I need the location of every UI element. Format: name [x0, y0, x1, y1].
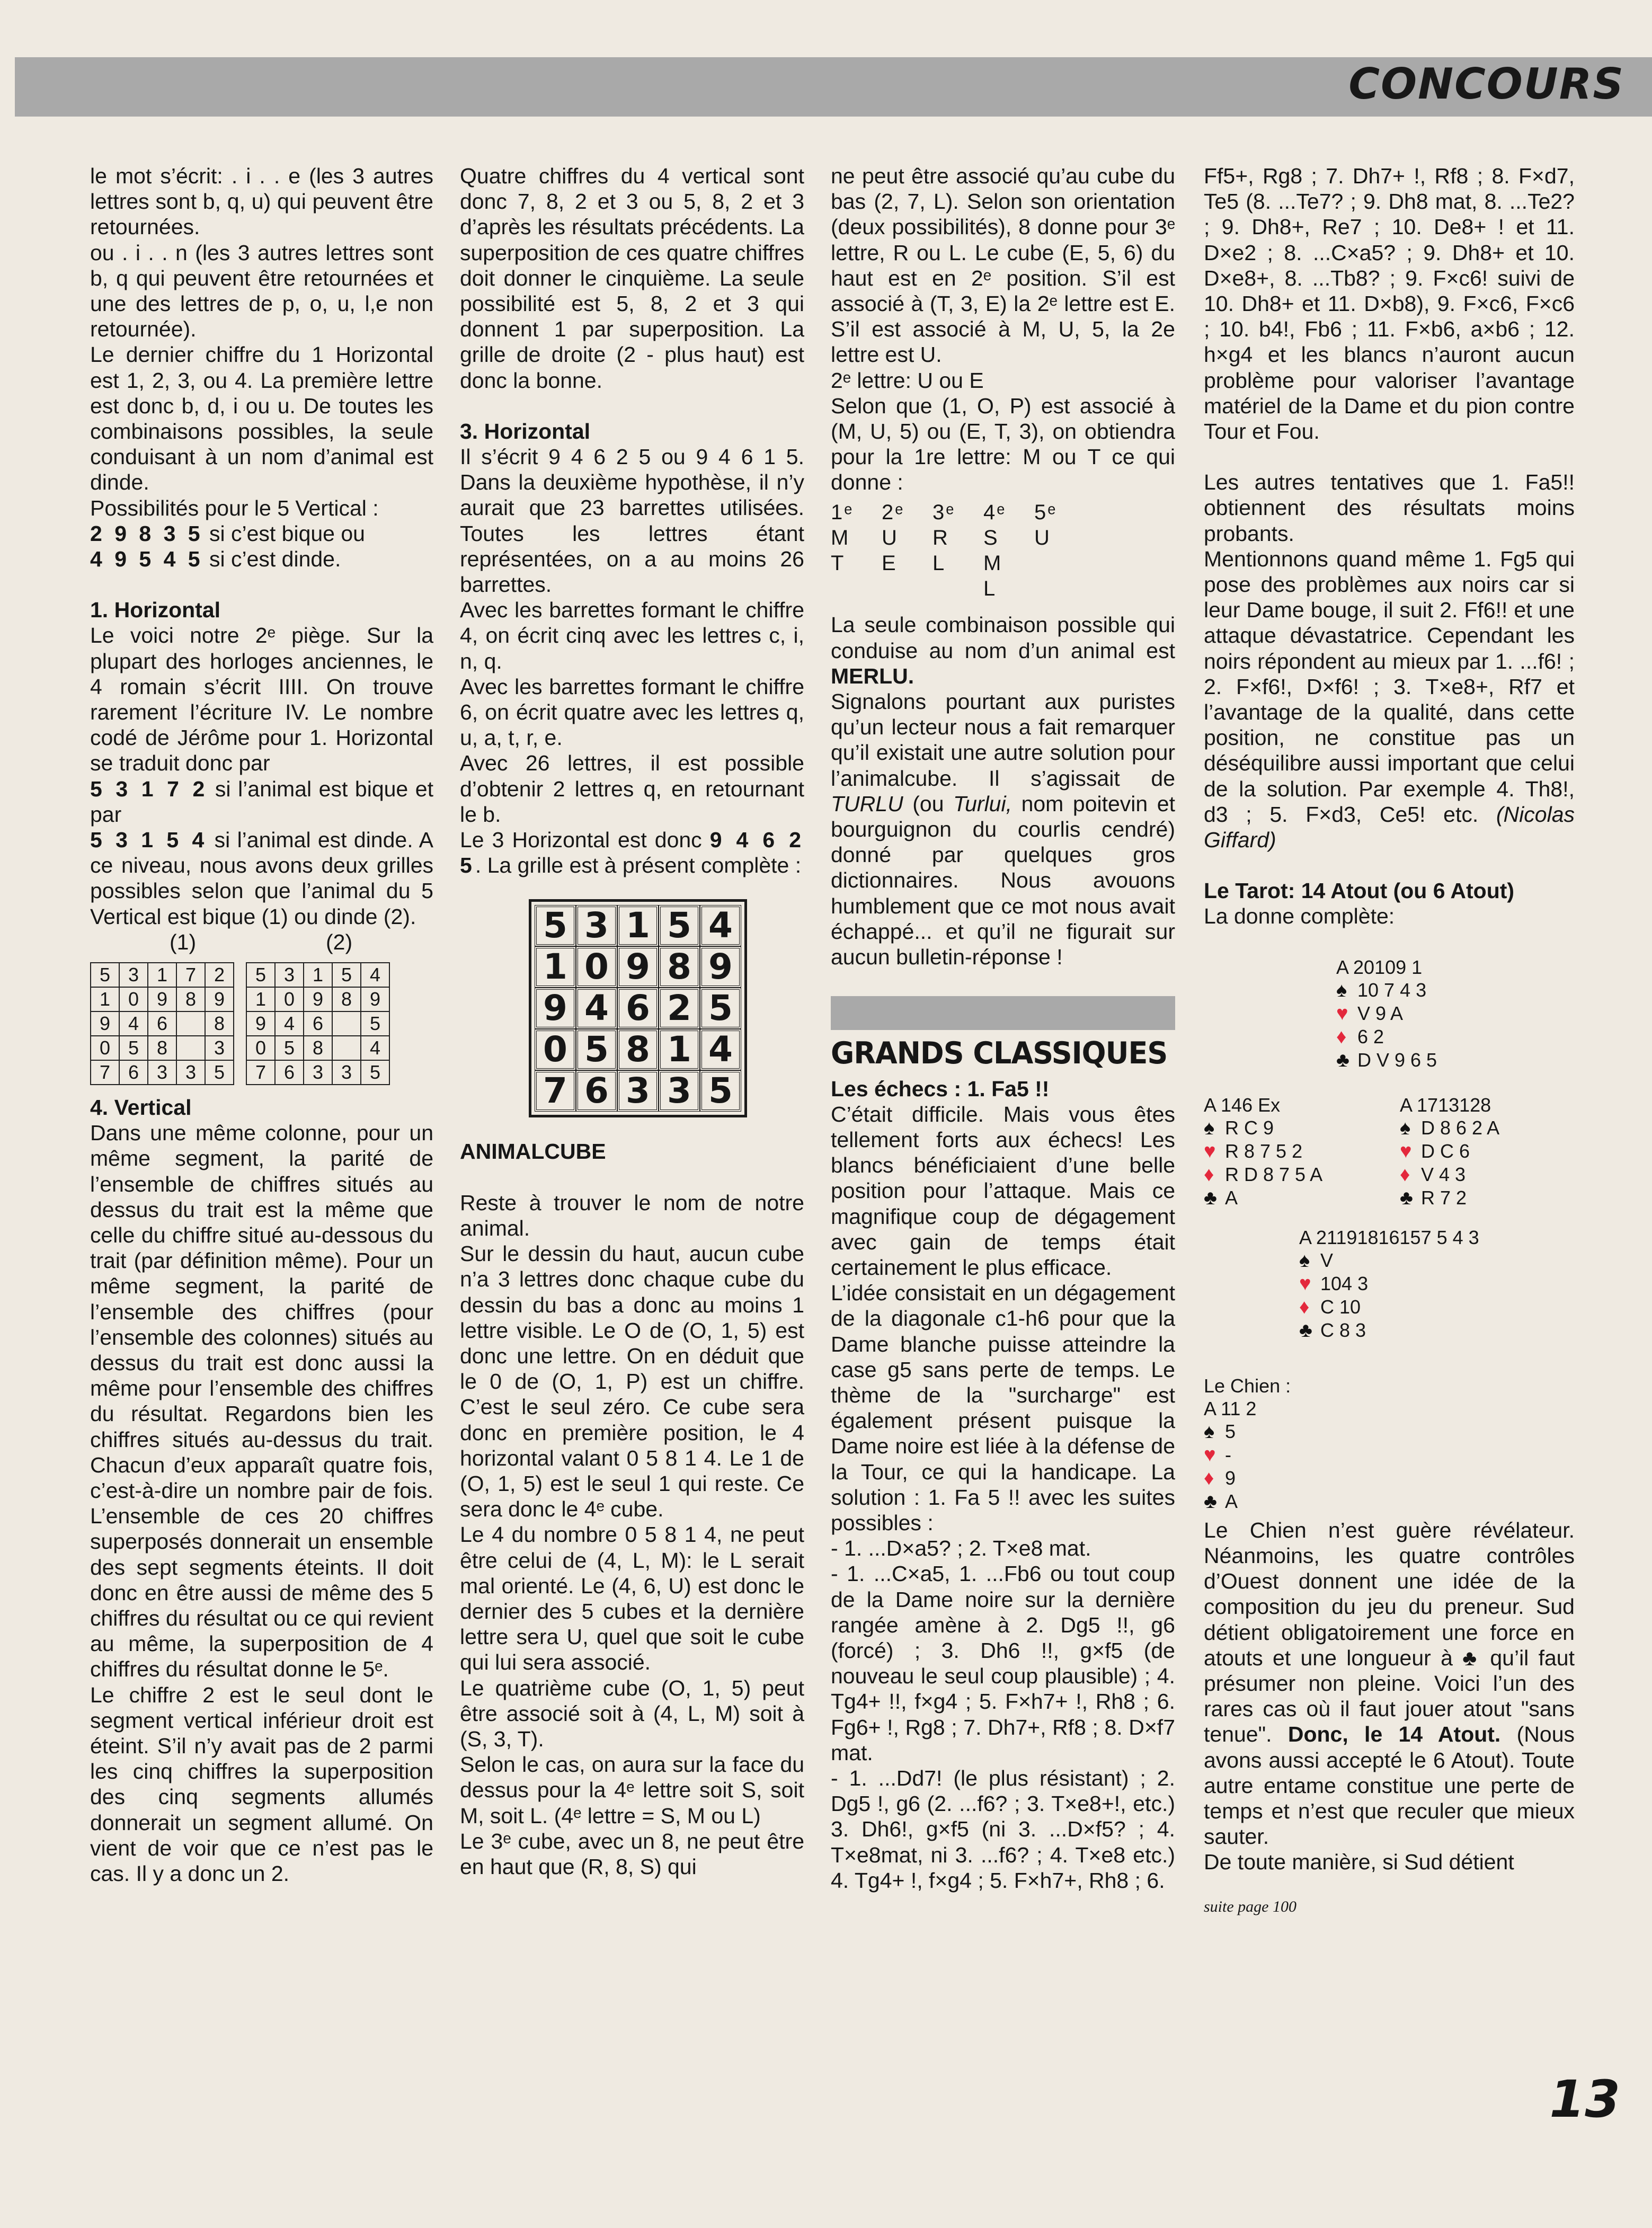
- grid-cell: 8: [148, 1036, 176, 1060]
- grid-cell: 0: [119, 987, 148, 1011]
- paragraph: Reste à trouver le nom de notre animal.: [460, 1190, 804, 1240]
- grid-cell: [176, 1036, 205, 1060]
- diamond-icon: ♦: [1204, 1163, 1214, 1186]
- spade-icon: ♠: [1299, 1249, 1310, 1272]
- grid-label-2: (2): [326, 929, 353, 954]
- paragraph: [90, 546, 433, 572]
- text: si c’est bique ou: [203, 521, 365, 546]
- grid-row: [535, 988, 741, 1029]
- solution-cell: 6: [617, 988, 659, 1029]
- heart-icon: ♥: [1299, 1272, 1311, 1295]
- letter-cell: U: [882, 526, 899, 549]
- hand-diamonds: R D 8 7 5 A: [1225, 1163, 1323, 1185]
- subheading: Les échecs : 1. Fa5 !!: [831, 1076, 1050, 1101]
- grid-row: [831, 551, 1085, 576]
- hand-spades: V: [1320, 1249, 1334, 1271]
- paragraph: L’idée consistait en un dégagement de la diagonale c1-h6 pour que la Dame blanche puisse atteindre la case g5 sans perte de temps. Le thème de la "surcharge" est également présent puisque la Dame noire est liée à la défense de la Tour, ce qui la handicape. La solution : 1. Fa 5 !! avec les suites possibles :: [831, 1281, 1175, 1535]
- text: Le Chien n’est guère révélateur. Néanmoins, les quatre contrôles d’Ouest donnent une idée de la composition du jeu du preneur. Sud détient obligatoirement une force en atouts et une longueur à ♣ qu’il faut présumer non pleine. Voici l’un des rares cas où il faut jouer atout "sans tenue".: [1204, 1517, 1575, 1747]
- author-credit: (Nicolas Giffard): [1204, 802, 1575, 853]
- column-2: [460, 163, 804, 1879]
- letter-cell: L: [932, 552, 946, 575]
- hand-hearts: -: [1225, 1443, 1231, 1466]
- grid-cell: 6: [304, 1011, 332, 1036]
- paragraph: - 1. ...D×a5? ; 2. T×e8 mat.: [831, 1536, 1091, 1561]
- text: (Nous avons aussi accepté le 6 Atout). Toute autre entame constitue une perte de temps et n’est que reculer que mieux sauter.: [1204, 1722, 1575, 1849]
- grid-cell: 3: [148, 1060, 176, 1085]
- paragraph: ne peut être associé qu’au cube du bas (2, 7, L). Selon son orientation (deux possibilités), 8 donne pour 3ᵉ lettre, R ou L. Le cube (E, 5, 6) du haut est en 2ᵉ position. S’il est associé à (T, 3, E) la 2ᵉ lettre est E. S’il est associé à M, U, 5, la 2e lettre est U.: [831, 164, 1175, 367]
- grid-cell: 4: [361, 963, 389, 987]
- hand-clubs: R 7 2: [1421, 1186, 1467, 1209]
- paragraph: Le chiffre 2 est le seul dont le segment vertical inférieur droit est éteint. S’il n’y avait pas de 2 parmi les cinq chiffres la superposition des cinq segments allumés donnerait un segment allumé. On vient de voir que ce n’est pas le cas. Il y a donc un 2.: [90, 1682, 433, 1886]
- club-icon: ♣: [1204, 1186, 1217, 1209]
- section-title: GRANDS CLASSIQUES: [831, 1035, 1168, 1071]
- letter-combination-table: [831, 500, 1085, 602]
- grid-cell: 3: [304, 1060, 332, 1085]
- grid-row: [535, 905, 741, 946]
- grid-row: [831, 500, 1085, 525]
- paragraph: Selon que (1, O, P) est associé à (M, U, 5) ou (E, T, 3), on obtiendra pour la 1re lettre: M ou T ce qui donne :: [831, 393, 1175, 495]
- solution-cell: 5: [700, 988, 741, 1029]
- paragraph: Le dernier chiffre du 1 Horizontal est 1, 2, 3, ou 4. La première lettre est donc b, d, i ou u. De toutes les combinaisons possibles, la seule conduisant à un nom d’animal est dinde.: [90, 342, 433, 495]
- paragraph: Le 4 du nombre 0 5 8 1 4, ne peut être celui de (4, L, M): le L serait mal orienté. Le (4, 6, U) est donc le dernier des 5 cubes et la dernière lettre sera U, quel que soit le cube qui lui sera associé.: [460, 1522, 804, 1675]
- hand-hearts: 104 3: [1320, 1272, 1369, 1294]
- grid-row: [91, 963, 234, 987]
- solution-cell: 4: [576, 988, 617, 1029]
- grid-cell: 5: [361, 1060, 389, 1085]
- grid-cell: 4: [275, 1011, 304, 1036]
- hand-spades: D 8 6 2 A: [1421, 1116, 1500, 1139]
- grid-cell: 3: [176, 1060, 205, 1085]
- subheading: Le Tarot: 14 Atout (ou 6 Atout): [1204, 878, 1515, 903]
- grid-row: [91, 1060, 234, 1085]
- hand-trumps: A 21191816157 5 4 3: [1299, 1226, 1479, 1248]
- grid-row: [246, 1011, 389, 1036]
- hand-clubs: C 8 3: [1320, 1319, 1366, 1341]
- paragraph: [1204, 1517, 1575, 1850]
- grid-cell: 3: [332, 1060, 361, 1085]
- grid-cell: 9: [304, 987, 332, 1011]
- grid-cell: 9: [361, 987, 389, 1011]
- italic-word: Turlui,: [953, 791, 1012, 816]
- paragraph: De toute manière, si Sud détient: [1204, 1850, 1514, 1875]
- grid-row: [246, 963, 389, 987]
- letter-cell: M: [983, 552, 1003, 575]
- hand-clubs: A: [1225, 1490, 1238, 1512]
- solution-grid: [529, 899, 747, 1117]
- subheading: 4. Vertical: [90, 1095, 192, 1120]
- grid-cell: 2: [205, 963, 234, 987]
- grid-cell: 8: [304, 1036, 332, 1060]
- hand-trumps: A 11 2: [1204, 1397, 1257, 1419]
- grid-cell: 8: [205, 1011, 234, 1036]
- spade-icon: ♠: [1204, 1420, 1215, 1443]
- grid-cell: 0: [91, 1036, 119, 1060]
- hand-diamonds: 6 2: [1357, 1025, 1384, 1048]
- solution-cell: 9: [535, 988, 576, 1029]
- letter-cell: 2ᵉ: [882, 500, 905, 524]
- paragraph: Le voici notre 2ᵉ piège. Sur la plupart des horloges anciennes, le 4 romain s’écrit IIII. On trouve rarement l’écriture IV. Le nombre codé de Jérôme pour 1. Horizontal se traduit donc par: [90, 623, 433, 776]
- diamond-icon: ♦: [1204, 1467, 1214, 1489]
- text: Signalons pourtant aux puristes qu’un lecteur nous a fait remarquer qu’il existait une autre solution pour l’animalcube. Il s’agissait de: [831, 689, 1175, 791]
- candidate-grids: [90, 962, 433, 1085]
- hand-west: [1204, 1094, 1322, 1210]
- paragraph: La donne complète:: [1204, 904, 1395, 929]
- text: (ou: [903, 791, 954, 816]
- solution-cell: 0: [535, 1029, 576, 1070]
- grid-cell: 0: [275, 987, 304, 1011]
- paragraph: [1204, 546, 1575, 853]
- letter-cell: U: [1034, 526, 1051, 549]
- hand-east: [1400, 1094, 1499, 1210]
- code-number: 2 9 8 3 5: [90, 521, 203, 546]
- spade-icon: ♠: [1204, 1116, 1215, 1139]
- hand-hearts: R 8 7 5 2: [1225, 1140, 1303, 1162]
- grid-labels: [90, 929, 433, 959]
- hand-diamonds: V 4 3: [1421, 1163, 1466, 1185]
- grid-cell: 3: [119, 963, 148, 987]
- solution-cell: 9: [700, 946, 741, 988]
- grid-cell: 6: [148, 1011, 176, 1036]
- paragraph: Il s’écrit 9 4 6 2 5 ou 9 4 6 1 5. Dans la deuxième hypothèse, il n’y aurait que 23 barrettes utilisées. Toutes les lettres étant représentées, on a au moins 26 barrettes.: [460, 445, 804, 597]
- grid-cell: 5: [119, 1036, 148, 1060]
- letter-cell: E: [882, 552, 898, 575]
- column-3: [831, 163, 1175, 1893]
- paragraph: - 1. ...C×a5, 1. ...Fb6 ou tout coup de la Dame noire sur la dernière rangée amène à 2. Dg5 !!, g6 (forcé) ; 3. Dh6 !!, g×f5 (de nouveau le seul coup plausible) ; 4. Tg4+ !!, f×g4 ; 5. F×h7+ !, Rh8 ; 6. Fg6+ !, Rg8 ; 7. Dh7+, Rf8 ; 8. D×f7 mat.: [831, 1561, 1175, 1765]
- grid-cell: 9: [246, 1011, 275, 1036]
- grid-cell: 6: [275, 1060, 304, 1085]
- grid-row: [246, 1060, 389, 1085]
- text: La seule combinaison possible qui conduise au nom d’un animal est: [831, 613, 1175, 663]
- hand-spades: R C 9: [1225, 1116, 1274, 1139]
- grid-cell: 1: [304, 963, 332, 987]
- grid-cell: 8: [176, 987, 205, 1011]
- diamond-icon: ♦: [1336, 1025, 1347, 1048]
- text: si l’animal est dinde. A ce niveau, nous avons deux grilles possibles selon que l’animal du 5 Vertical est bique (1) ou dinde (2).: [90, 828, 434, 929]
- grid-cell: 1: [148, 963, 176, 987]
- continuation-note: suite page 100: [1204, 1897, 1296, 1915]
- code-number: 5 3 1 5 4: [90, 828, 208, 853]
- letter-cell: 4ᵉ: [983, 500, 1007, 524]
- grid-row: [831, 525, 1085, 551]
- subheading: 3. Horizontal: [460, 419, 591, 443]
- paragraph: [831, 612, 1175, 689]
- solution-cell: 3: [617, 1070, 659, 1112]
- solution-grid-wrap: [529, 899, 804, 1117]
- club-icon: ♣: [1400, 1186, 1413, 1209]
- text: si c’est dinde.: [203, 547, 341, 572]
- hand-trumps: A 20109 1: [1336, 956, 1423, 978]
- letter-cell: 5ᵉ: [1034, 500, 1058, 524]
- hand-hearts: D C 6: [1421, 1140, 1470, 1162]
- heart-icon: ♥: [1204, 1140, 1216, 1162]
- grid-label-1: (1): [170, 929, 197, 954]
- text: nom poitevin et bourguignon du courlis cendré) donné par quelques gros dictionnaires. Nous avouons humblement que ce mot nous avait échappé... et qu’il ne figurait sur aucun bulletin-réponse !: [831, 791, 1175, 970]
- grid-cell: 3: [205, 1036, 234, 1060]
- grid-cell: 7: [91, 1060, 119, 1085]
- italic-word: TURLU: [831, 791, 903, 816]
- hand-north: [1336, 956, 1437, 1072]
- solution-cell: 4: [700, 905, 741, 946]
- chien-hand: [1204, 1374, 1575, 1513]
- subheading: 1. Horizontal: [90, 598, 221, 623]
- page-number: 13: [1549, 2070, 1620, 2129]
- hand-trumps: A 146 Ex: [1204, 1094, 1281, 1116]
- solution-cell: 5: [576, 1029, 617, 1070]
- grid-row: [535, 1029, 741, 1070]
- paragraph: Ff5+, Rg8 ; 7. Dh7+ !, Rf8 ; 8. F×d7, Te5 (8. ...Te7? ; 9. Dh8 mat, 8. ...Te2? ; 9. Dh8+, Re7 ; 10. De8+ ! et 11. D×e2 ; 8. ...C×a5? ; 9. Dh8+ et 10. D×e8+, 8. ...Tb8? ; 9. F×c6! suivi de 10. Dh8+ et 11. D×b8), 9. F×c6, F×c6 ; 10. b4!, Fb6 ; 11. F×b6, a×b6 ; 12. h×g4 et les blancs n’auront aucun problème pour valoriser l’avantage matériel de la Dame et du pion contre Tour et Fou.: [1204, 164, 1575, 444]
- letter-cell: 3ᵉ: [932, 500, 956, 524]
- solution-cell: 4: [700, 1029, 741, 1070]
- grid-row: [91, 987, 234, 1011]
- solution-cell: 2: [659, 988, 700, 1029]
- diamond-icon: ♦: [1400, 1163, 1410, 1186]
- subheading: ANIMALCUBE: [460, 1139, 606, 1164]
- paragraph: Avec les barrettes formant le chiffre 6, on écrit quatre avec les lettres q, u, a, t, r, e.: [460, 674, 804, 750]
- grid-cell: 9: [91, 1011, 119, 1036]
- grid-row: [246, 1036, 389, 1060]
- heart-icon: ♥: [1204, 1443, 1216, 1466]
- code-number: 4 9 5 4 5: [90, 547, 203, 572]
- grid-cell: 1: [246, 987, 275, 1011]
- grid-cell: 5: [246, 963, 275, 987]
- paragraph: Selon le cas, on aura sur la face du dessus pour la 4ᵉ lettre soit S, soit M, soit L. (4ᵉ lettre = S, M ou L): [460, 1752, 804, 1828]
- grid-row: [91, 1011, 234, 1036]
- paragraph: Possibilités pour le 5 Vertical :: [90, 495, 379, 520]
- letter-cell: [932, 576, 983, 601]
- paragraph: [90, 776, 433, 827]
- paragraph: Sur le dessin du haut, aucun cube n’a 3 lettres donc chaque cube du dessin du bas a donc au moins 1 lettre visible. Le O de (O, 1, 5) est donc une lettre. On en déduit que le 0 de (O, 1, P) est un chiffre. C’est le seul zéro. Ce cube sera donc en première position, le 4 horizontal valant 0 5 8 1 4. Le 1 de (O, 1, 5) est le seul 1 qui reste. Ce sera donc le 4ᵉ cube.: [460, 1241, 804, 1522]
- solution-cell: 3: [576, 905, 617, 946]
- text: Mentionnons quand même 1. Fg5 qui pose des problèmes aux noirs car si leur Dame bouge, il suit 2. Ff6!! et une attaque dévastatrice. Cependant les noirs répondent au mieux par 1. ...f6! ; 2. F×f6!, D×f6! ; 3. T×e8+, Rf7 et l’avantage de la qualité, dans cette position, ne constitue pas un déséquilibre aussi important que celui de la solution. Par exemple 4. Th8!, d3 ; 5. F×d3, Ce5! etc.: [1204, 546, 1575, 827]
- grid-row: [535, 946, 741, 988]
- section-band: [831, 996, 1175, 1030]
- grid-cell: 9: [148, 987, 176, 1011]
- letter-cell: S: [983, 526, 999, 549]
- solution-cell: 1: [535, 946, 576, 988]
- paragraph: le mot s’écrit: . i . . e (les 3 autres lettres sont b, q, u) qui peuvent être retournées.: [90, 164, 433, 239]
- text: . La grille est à présent complète :: [475, 853, 802, 878]
- paragraph: Les autres tentatives que 1. Fa5!! obtiennent des résultats moins probants.: [1204, 470, 1575, 546]
- solution-cell: 5: [659, 905, 700, 946]
- letter-cell: R: [932, 526, 949, 549]
- grid-cell: 5: [205, 1060, 234, 1085]
- hand-spades: 5: [1225, 1420, 1236, 1442]
- club-icon: ♣: [1299, 1319, 1312, 1342]
- grid-cell: 8: [332, 987, 361, 1011]
- solution-cell: 8: [659, 946, 700, 988]
- grid-row: [831, 576, 1085, 601]
- letter-cell: [882, 576, 932, 601]
- grid-cell: 9: [205, 987, 234, 1011]
- solution-cell: 5: [535, 905, 576, 946]
- paragraph: 2ᵉ lettre: U ou E: [831, 368, 984, 393]
- heart-icon: ♥: [1336, 1002, 1348, 1025]
- paragraph: ou . i . . n (les 3 autres lettres sont b, q qui peuvent être retournées et une des lettres de p, o, u, l,e non retournée).: [90, 240, 433, 342]
- chien-label: Le Chien :: [1204, 1374, 1291, 1397]
- grid-cell: [332, 1036, 361, 1060]
- hand-spades: 10 7 4 3: [1357, 979, 1427, 1001]
- grid-cell: 0: [246, 1036, 275, 1060]
- paragraph: [90, 521, 433, 546]
- solution-cell: 3: [659, 1070, 700, 1112]
- hand-hearts: V 9 A: [1357, 1002, 1404, 1024]
- letter-cell: 1ᵉ: [831, 500, 854, 524]
- paragraph: C’était difficile. Mais vous êtes tellement forts aux échecs! Les blancs bénéficiaient d’une belle position pour l’attaque. Mais ce magnifique coup de dégagement avec gain de temps était certainement le plus efficace.: [831, 1102, 1175, 1280]
- paragraph: Avec les barrettes formant le chiffre 4, on écrit cinq avec les lettres c, i, n, q.: [460, 598, 804, 673]
- grid-cell: 7: [176, 963, 205, 987]
- hand-diamonds: 9: [1225, 1467, 1236, 1489]
- solution-cell: 8: [617, 1029, 659, 1070]
- grid-cell: [176, 1011, 205, 1036]
- hand-trumps: A 1713128: [1400, 1094, 1491, 1116]
- solution-cell: 9: [617, 946, 659, 988]
- column-4: [1204, 163, 1575, 1920]
- grid-cell: 5: [361, 1011, 389, 1036]
- grid-cell: [332, 1011, 361, 1036]
- paragraph: Avec 26 lettres, il est possible d’obtenir 2 lettres q, en retournant le b.: [460, 751, 804, 827]
- paragraph: Le 3ᵉ cube, avec un 8, ne peut être en haut que (R, 8, S) qui: [460, 1828, 804, 1879]
- club-icon: ♣: [1336, 1049, 1349, 1071]
- letter-cell: M: [831, 526, 850, 549]
- answer-word: MERLU.: [831, 663, 914, 688]
- card-deal: [1204, 929, 1575, 1374]
- candidate-grid-2: [246, 962, 390, 1085]
- hand-clubs: A: [1225, 1186, 1238, 1209]
- grid-row: [91, 1036, 234, 1060]
- grid-cell: 4: [119, 1011, 148, 1036]
- grid-cell: 5: [332, 963, 361, 987]
- spade-icon: ♠: [1336, 979, 1347, 1001]
- grid-cell: 5: [275, 1036, 304, 1060]
- answer-bold: Donc, le 14 Atout.: [1287, 1722, 1501, 1747]
- letter-cell: [831, 576, 882, 601]
- paragraph: [90, 827, 433, 929]
- paragraph: Quatre chiffres du 4 vertical sont donc 7, 8, 2 et 3 ou 5, 8, 2 et 3 d’après les résultats précédents. La superposition de ces quatre chiffres doit donner le cinquième. La seule possibilité est 5, 8, 2 et 3 qui donnent 1 par superposition. La grille de droite (2 - plus haut) est donc la bonne.: [460, 164, 804, 393]
- paragraph: Le quatrième cube (O, 1, 5) peut être associé soit à (4, L, M) soit à (S, 3, T).: [460, 1675, 804, 1751]
- letter-cell: [1034, 576, 1085, 601]
- grid-cell: 3: [275, 963, 304, 987]
- solution-cell: 5: [700, 1070, 741, 1112]
- letter-cell: L: [983, 577, 997, 601]
- spade-icon: ♠: [1400, 1116, 1411, 1139]
- paragraph: - 1. ...Dd7! (le plus résistant) ; 2. Dg5 !, g6 (2. ...f6? ; 3. T×e8+!, etc.) 3. Dh6!, g×f5 (ni 3. ...D×f5? ; 4. T×e8mat, ni 3. ...f6? ; 4. T×e8 etc.) 4. Tg4+ !, f×g4 ; 5. F×h7+, Rh8 ; 6.: [831, 1765, 1175, 1893]
- column-1: [90, 163, 433, 1886]
- candidate-grid-1: [90, 962, 234, 1085]
- hand-clubs: D V 9 6 5: [1357, 1049, 1437, 1071]
- heart-icon: ♥: [1400, 1140, 1412, 1162]
- text: si l’animal est bique et par: [90, 776, 433, 827]
- paragraph: [831, 689, 1175, 970]
- grid-row: [535, 1070, 741, 1112]
- hand-diamonds: C 10: [1320, 1295, 1361, 1318]
- diamond-icon: ♦: [1299, 1295, 1310, 1318]
- section-header-title: CONCOURS: [1348, 59, 1624, 109]
- code-number: 5 3 1 7 2: [90, 776, 208, 801]
- grid-cell: 1: [91, 987, 119, 1011]
- grid-row: [246, 987, 389, 1011]
- letter-cell: T: [831, 552, 846, 575]
- solution-cell: 7: [535, 1070, 576, 1112]
- solution-cell: 6: [576, 1070, 617, 1112]
- solution-cell: 0: [576, 946, 617, 988]
- code-number: 9 4 6 2 5: [460, 828, 804, 878]
- paragraph: [460, 827, 804, 878]
- grid-cell: 4: [361, 1036, 389, 1060]
- grid-cell: 5: [91, 963, 119, 987]
- solution-cell: 1: [659, 1029, 700, 1070]
- text: Le 3 Horizontal est donc: [460, 828, 710, 853]
- paragraph: Dans une même colonne, pour un même segment, la parité de l’ensemble de chiffres situés au dessus du trait est la même que celle du chiffre situé au-dessous du trait (par définition même). Pour un même segment, la parité de l’ensemble des chiffres (pour l’ensemble des colonnes) situés au dessus du trait est donc aussi la même pour l’ensemble des chiffres du résultat. Regardons bien les chiffres situés au-dessus du trait. Chacun d’eux apparaît quatre fois, c’est-à-dire un nombre pair de fois. L’ensemble de ces 20 chiffres superposés donnerait un ensemble des sept segments éteints. Il doit donc en être aussi de même des 5 chiffres du résultat ou ce qui revient au même, la superposition de 4 chiffres du résultat donne le 5ᵉ.: [90, 1121, 433, 1682]
- solution-cell: 1: [617, 905, 659, 946]
- grid-cell: 7: [246, 1060, 275, 1085]
- letter-cell: [1034, 551, 1085, 576]
- hand-south: [1299, 1226, 1479, 1342]
- club-icon: ♣: [1204, 1490, 1217, 1513]
- grid-cell: 6: [119, 1060, 148, 1085]
